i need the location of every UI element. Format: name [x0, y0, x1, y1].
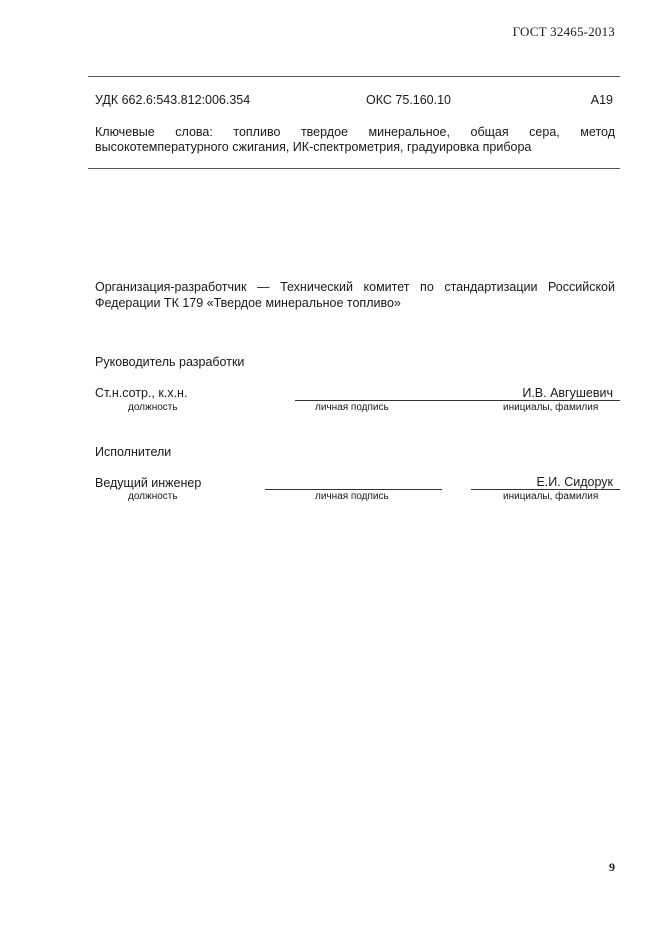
executor-position: Ведущий инженер — [95, 476, 202, 490]
head-section-title: Руководитель разработки — [95, 355, 245, 369]
executor-caption-position: должность — [128, 491, 178, 502]
organization-line-2: Федерации ТК 179 «Твердое минеральное топливо» — [95, 296, 401, 310]
classification-code: А19 — [590, 93, 613, 107]
page-number: 9 — [609, 860, 615, 874]
document-header-standard: ГОСТ 32465-2013 — [512, 24, 615, 39]
keywords-line-2: высокотемпературного сжигания, ИК-спектрометрия, градуировка прибора — [95, 140, 532, 154]
head-name: И.В. Авгушевич — [522, 386, 613, 400]
executor-name-line — [471, 489, 620, 490]
keywords-line-1: Ключевые слова: топливо твердое минеральное, общая сера, метод — [95, 125, 615, 139]
keywords-block — [95, 125, 615, 155]
top-divider — [88, 76, 620, 77]
head-signature-line — [295, 400, 620, 401]
executor-signature-line — [265, 489, 442, 490]
head-position: Ст.н.сотр., к.х.н. — [95, 386, 188, 400]
organization-line-1: Организация-разработчик — Технический комитет по стандартизации Российской — [95, 280, 615, 294]
organization-block — [95, 279, 615, 311]
head-caption-signature: личная подпись — [315, 402, 389, 413]
udc-code: УДК 662.6:543.812:006.354 — [95, 93, 251, 107]
executors-section-title: Исполнители — [95, 445, 172, 459]
head-caption-position: должность — [128, 402, 178, 413]
executor-caption-signature: личная подпись — [315, 491, 389, 502]
executor-name: Е.И. Сидорук — [536, 475, 613, 489]
bottom-divider — [88, 168, 620, 169]
head-caption-name: инициалы, фамилия — [503, 402, 599, 413]
executor-caption-name: инициалы, фамилия — [503, 491, 599, 502]
oks-code: ОКС 75.160.10 — [366, 93, 451, 107]
